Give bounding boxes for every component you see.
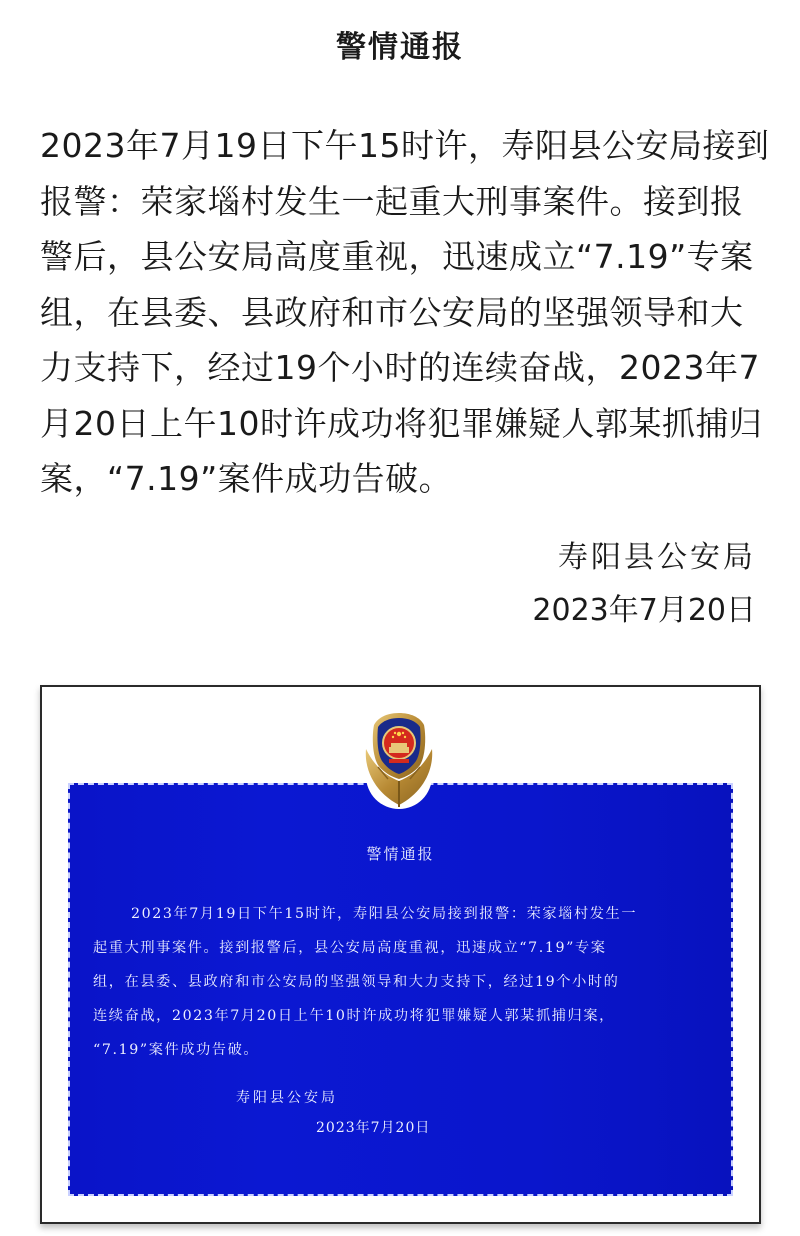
panel-body-line: 组，在县委、县政府和市公安局的坚强领导和大力支持下，经过19个小时的: [93, 974, 620, 990]
notice-body-line: 力支持下，经过19个小时的连续奋战，2023年7: [40, 348, 760, 387]
panel-body-line: “7.19”案件成功告破。: [93, 1042, 260, 1058]
notice-body-line: 警后，县公安局高度重视，迅速成立“7.19”专案: [40, 237, 754, 276]
panel-title: 警情通报: [366, 845, 435, 863]
notice-body: [40, 118, 770, 507]
signature-org: 寿阳县公安局: [558, 540, 756, 575]
notice-body-line: 组，在县委、县政府和市公安局的坚强领导和大: [40, 292, 744, 332]
signature-date: 2023年7月20日: [532, 593, 756, 628]
police-badge-icon: [358, 709, 440, 809]
notice-body-line: 2023年7月19日下午15时许，寿阳县公安局接到: [40, 126, 770, 165]
notice-body-line: 案，“7.19”案件成功告破。: [40, 459, 453, 498]
notice-body-line: 月20日上午10时许成功将犯罪嫌疑人郭某抓捕归: [40, 403, 763, 443]
panel-body-line: 起重大刑事案件。接到报警后，县公安局高度重视，迅速成立“7.19”专案: [93, 940, 607, 956]
panel-body-line: 2023年7月19日下午15时许，寿阳县公安局接到报警：荣家堖村发生一: [131, 906, 638, 922]
panel-body-line: 连续奋战，2023年7月20日上午10时许成功将犯罪嫌疑人郭某抓捕归案，: [93, 1008, 615, 1024]
panel-body: [93, 897, 713, 1067]
panel-signature-date: 2023年7月20日: [316, 1120, 431, 1136]
notice-title: 警情通报: [336, 30, 464, 65]
blue-notice-panel: [68, 783, 733, 1196]
notice-image-card: [40, 685, 761, 1224]
notice-body-line: 报警：荣家堖村发生一起重大刑事案件。接到报: [40, 181, 744, 221]
panel-signature-org: 寿阳县公安局: [236, 1090, 338, 1106]
